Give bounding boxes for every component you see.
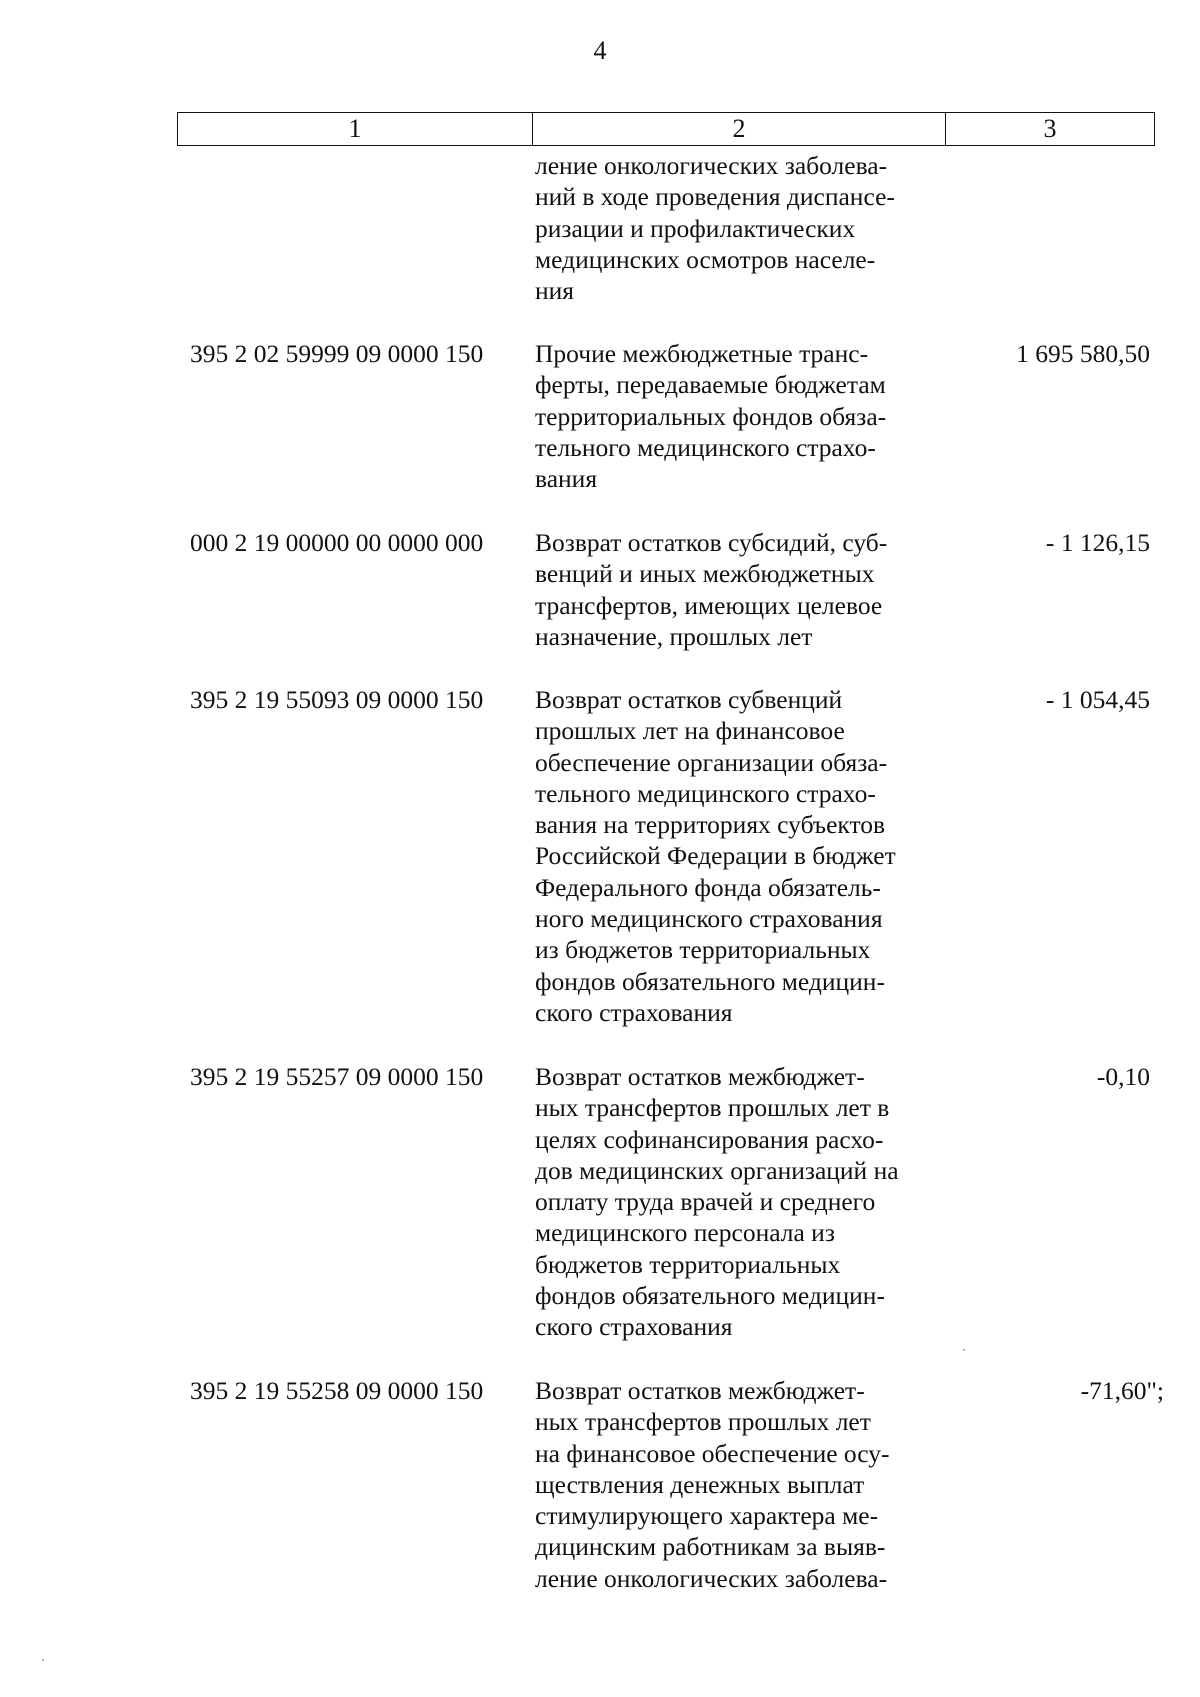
budget-code: 395 2 02 59999 09 0000 150 — [190, 339, 484, 368]
page-number: 4 — [593, 36, 607, 65]
description-line: Федерального фонда обязатель- — [535, 872, 881, 902]
description-line: обеспечение организации обяза- — [535, 747, 888, 777]
continuation-description — [535, 150, 955, 306]
scan-speck — [42, 1659, 44, 1661]
description-line: ского страхования — [535, 997, 733, 1027]
scan-speck — [963, 1349, 965, 1351]
description-line: ского страхования — [535, 1312, 733, 1342]
description-line: дов медицинских организаций на — [535, 1155, 899, 1185]
description-line: Возврат остатков межбюджет- — [535, 1376, 865, 1405]
budget-code: 395 2 19 55258 09 0000 150 — [190, 1376, 484, 1405]
description-line: Российской Федерации в бюджет — [535, 841, 896, 871]
row-amount: - 1 126,15 — [1045, 528, 1150, 557]
description-line: бюджетов территориальных — [535, 1249, 841, 1279]
description-line: вания на территориях субъектов — [535, 810, 886, 840]
row-description — [535, 338, 955, 494]
description-line: Возврат остатков субсидий, суб- — [535, 528, 888, 557]
description-line: Возврат остатков субвенций — [535, 685, 843, 714]
description-line: территориальных фондов обяза- — [535, 401, 887, 431]
description-line: из бюджетов территориальных — [535, 935, 871, 965]
description-line: фондов обязательного медицин- — [535, 1281, 885, 1311]
description-line: фондов обязательного медицин- — [535, 966, 885, 996]
budget-code: 395 2 19 55093 09 0000 150 — [190, 685, 484, 714]
description-line: ний в ходе проведения диспансе- — [535, 182, 895, 212]
description-line: медицинского персонала из — [535, 1218, 835, 1248]
description-line: ния — [535, 276, 575, 306]
row-description — [535, 527, 955, 652]
description-line: дицинским работникам за выяв- — [535, 1532, 886, 1562]
row-description — [535, 684, 955, 1028]
description-line: венций и иных межбюджетных — [535, 559, 875, 589]
row-description — [535, 1375, 955, 1594]
row-amount: 1 695 580,50 — [1016, 339, 1150, 368]
description-line: ных трансфертов прошлых лет в — [535, 1093, 890, 1123]
description-line: ризации и профилактических — [535, 213, 856, 243]
description-line: Возврат остатков межбюджет- — [535, 1062, 865, 1091]
row-description — [535, 1061, 955, 1343]
description-line: ление онкологических заболева- — [535, 151, 888, 180]
description-line: прошлых лет на финансовое — [535, 716, 845, 746]
description-line: тельного медицинского страхо- — [535, 432, 876, 462]
description-line: стимулирующего характера ме- — [535, 1501, 879, 1531]
description-line: ление онкологических заболева- — [535, 1563, 888, 1593]
description-line: тельного медицинского страхо- — [535, 778, 876, 808]
row-amount: -0,10 — [1096, 1062, 1150, 1091]
budget-code: 000 2 19 00000 00 0000 000 — [190, 528, 484, 557]
description-line: целях софинансирования расхо- — [535, 1124, 884, 1154]
header-column-2: 2 — [533, 113, 946, 145]
description-line: Прочие межбюджетные транс- — [535, 339, 869, 368]
description-line: ществления денежных выплат — [535, 1469, 865, 1499]
description-line: ного медицинского страхования — [535, 904, 883, 934]
row-amount: -71,60"; — [1080, 1376, 1164, 1405]
table-header — [177, 112, 1155, 146]
row-amount: - 1 054,45 — [1045, 685, 1150, 714]
header-column-1: 1 — [178, 113, 533, 145]
description-line: вания — [535, 464, 598, 494]
header-column-3: 3 — [1043, 114, 1057, 143]
description-line: оплату труда врачей и среднего — [535, 1187, 876, 1217]
description-line: ных трансфертов прошлых лет — [535, 1407, 871, 1437]
description-line: медицинских осмотров населе- — [535, 244, 876, 274]
description-line: назначение, прошлых лет — [535, 621, 813, 651]
description-line: ферты, передаваемые бюджетам — [535, 370, 886, 400]
budget-code: 395 2 19 55257 09 0000 150 — [190, 1062, 484, 1091]
description-line: трансфертов, имеющих целевое — [535, 590, 883, 620]
description-line: на финансовое обеспечение осу- — [535, 1438, 890, 1468]
